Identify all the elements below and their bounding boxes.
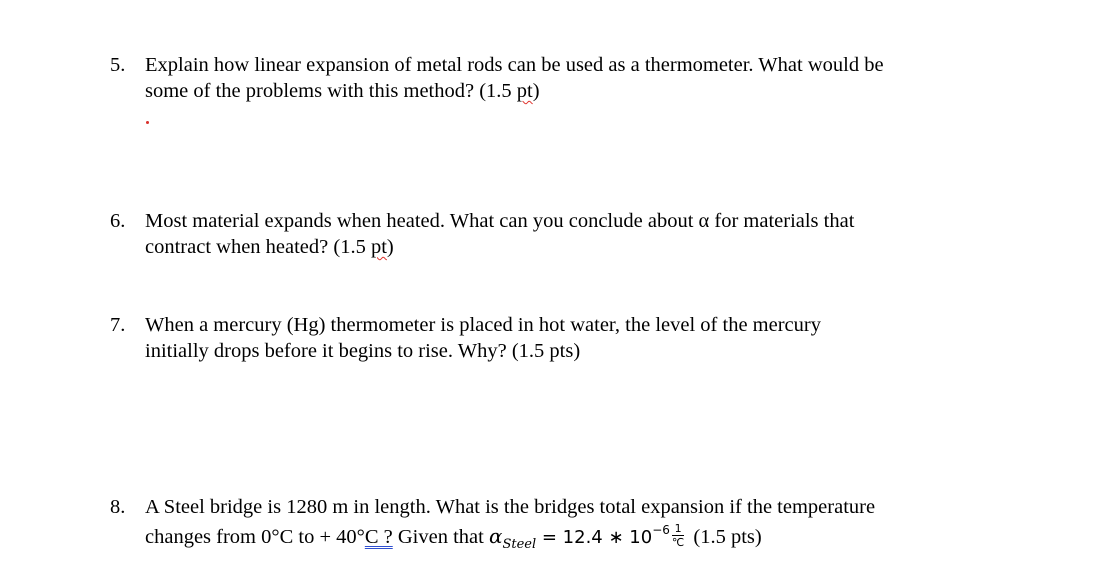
- question-text-line-1: Explain how linear expansion of metal rods can be used as a thermometer. What would be: [145, 54, 884, 76]
- question-text-line-1: A Steel bridge is 1280 m in length. What is the bridges total expansion if the temperature: [145, 496, 876, 518]
- question-text-line-2: some of the problems with this method? (1.5 pt): [145, 80, 540, 102]
- question-text-line-1: When a mercury (Hg) thermometer is placed in hot water, the level of the mercury: [145, 314, 821, 336]
- grammar-flag[interactable]: C ?: [364, 526, 393, 548]
- question-text-line-1: Most material expands when heated. What can you conclude about α for materials that: [145, 210, 855, 232]
- question-number: 5.: [110, 54, 126, 76]
- question-text-line-2: contract when heated? (1.5 pt): [145, 236, 394, 258]
- spelling-flag[interactable]: pt: [370, 236, 387, 258]
- alpha-symbol: α: [488, 524, 503, 548]
- equation-value: = 12.4 ∗ 10: [536, 527, 653, 548]
- cursor-mark: [146, 121, 149, 124]
- fraction-numerator: 1: [672, 523, 684, 536]
- unit-fraction: [672, 523, 684, 549]
- question-number: 7.: [110, 314, 126, 336]
- points-label: (1.5 pts): [693, 526, 762, 548]
- question-text-line-2: changes from 0°C to + 40°C ? Given that $\alpha_{Steel} = 12.4$ ∗ $10^{-6}$ $\frac{1}{℃}$ (1.5 pts): [145, 522, 762, 552]
- question-number: 6.: [110, 210, 126, 232]
- alpha-subscript: Steel: [502, 537, 537, 552]
- fraction-denominator: ℃: [671, 536, 685, 550]
- question-text-line-2: initially drops before it begins to rise. Why? (1.5 pts): [145, 340, 581, 362]
- spelling-flag[interactable]: pt: [516, 80, 533, 102]
- question-number: 8.: [110, 496, 126, 518]
- exponent: −6: [652, 523, 670, 537]
